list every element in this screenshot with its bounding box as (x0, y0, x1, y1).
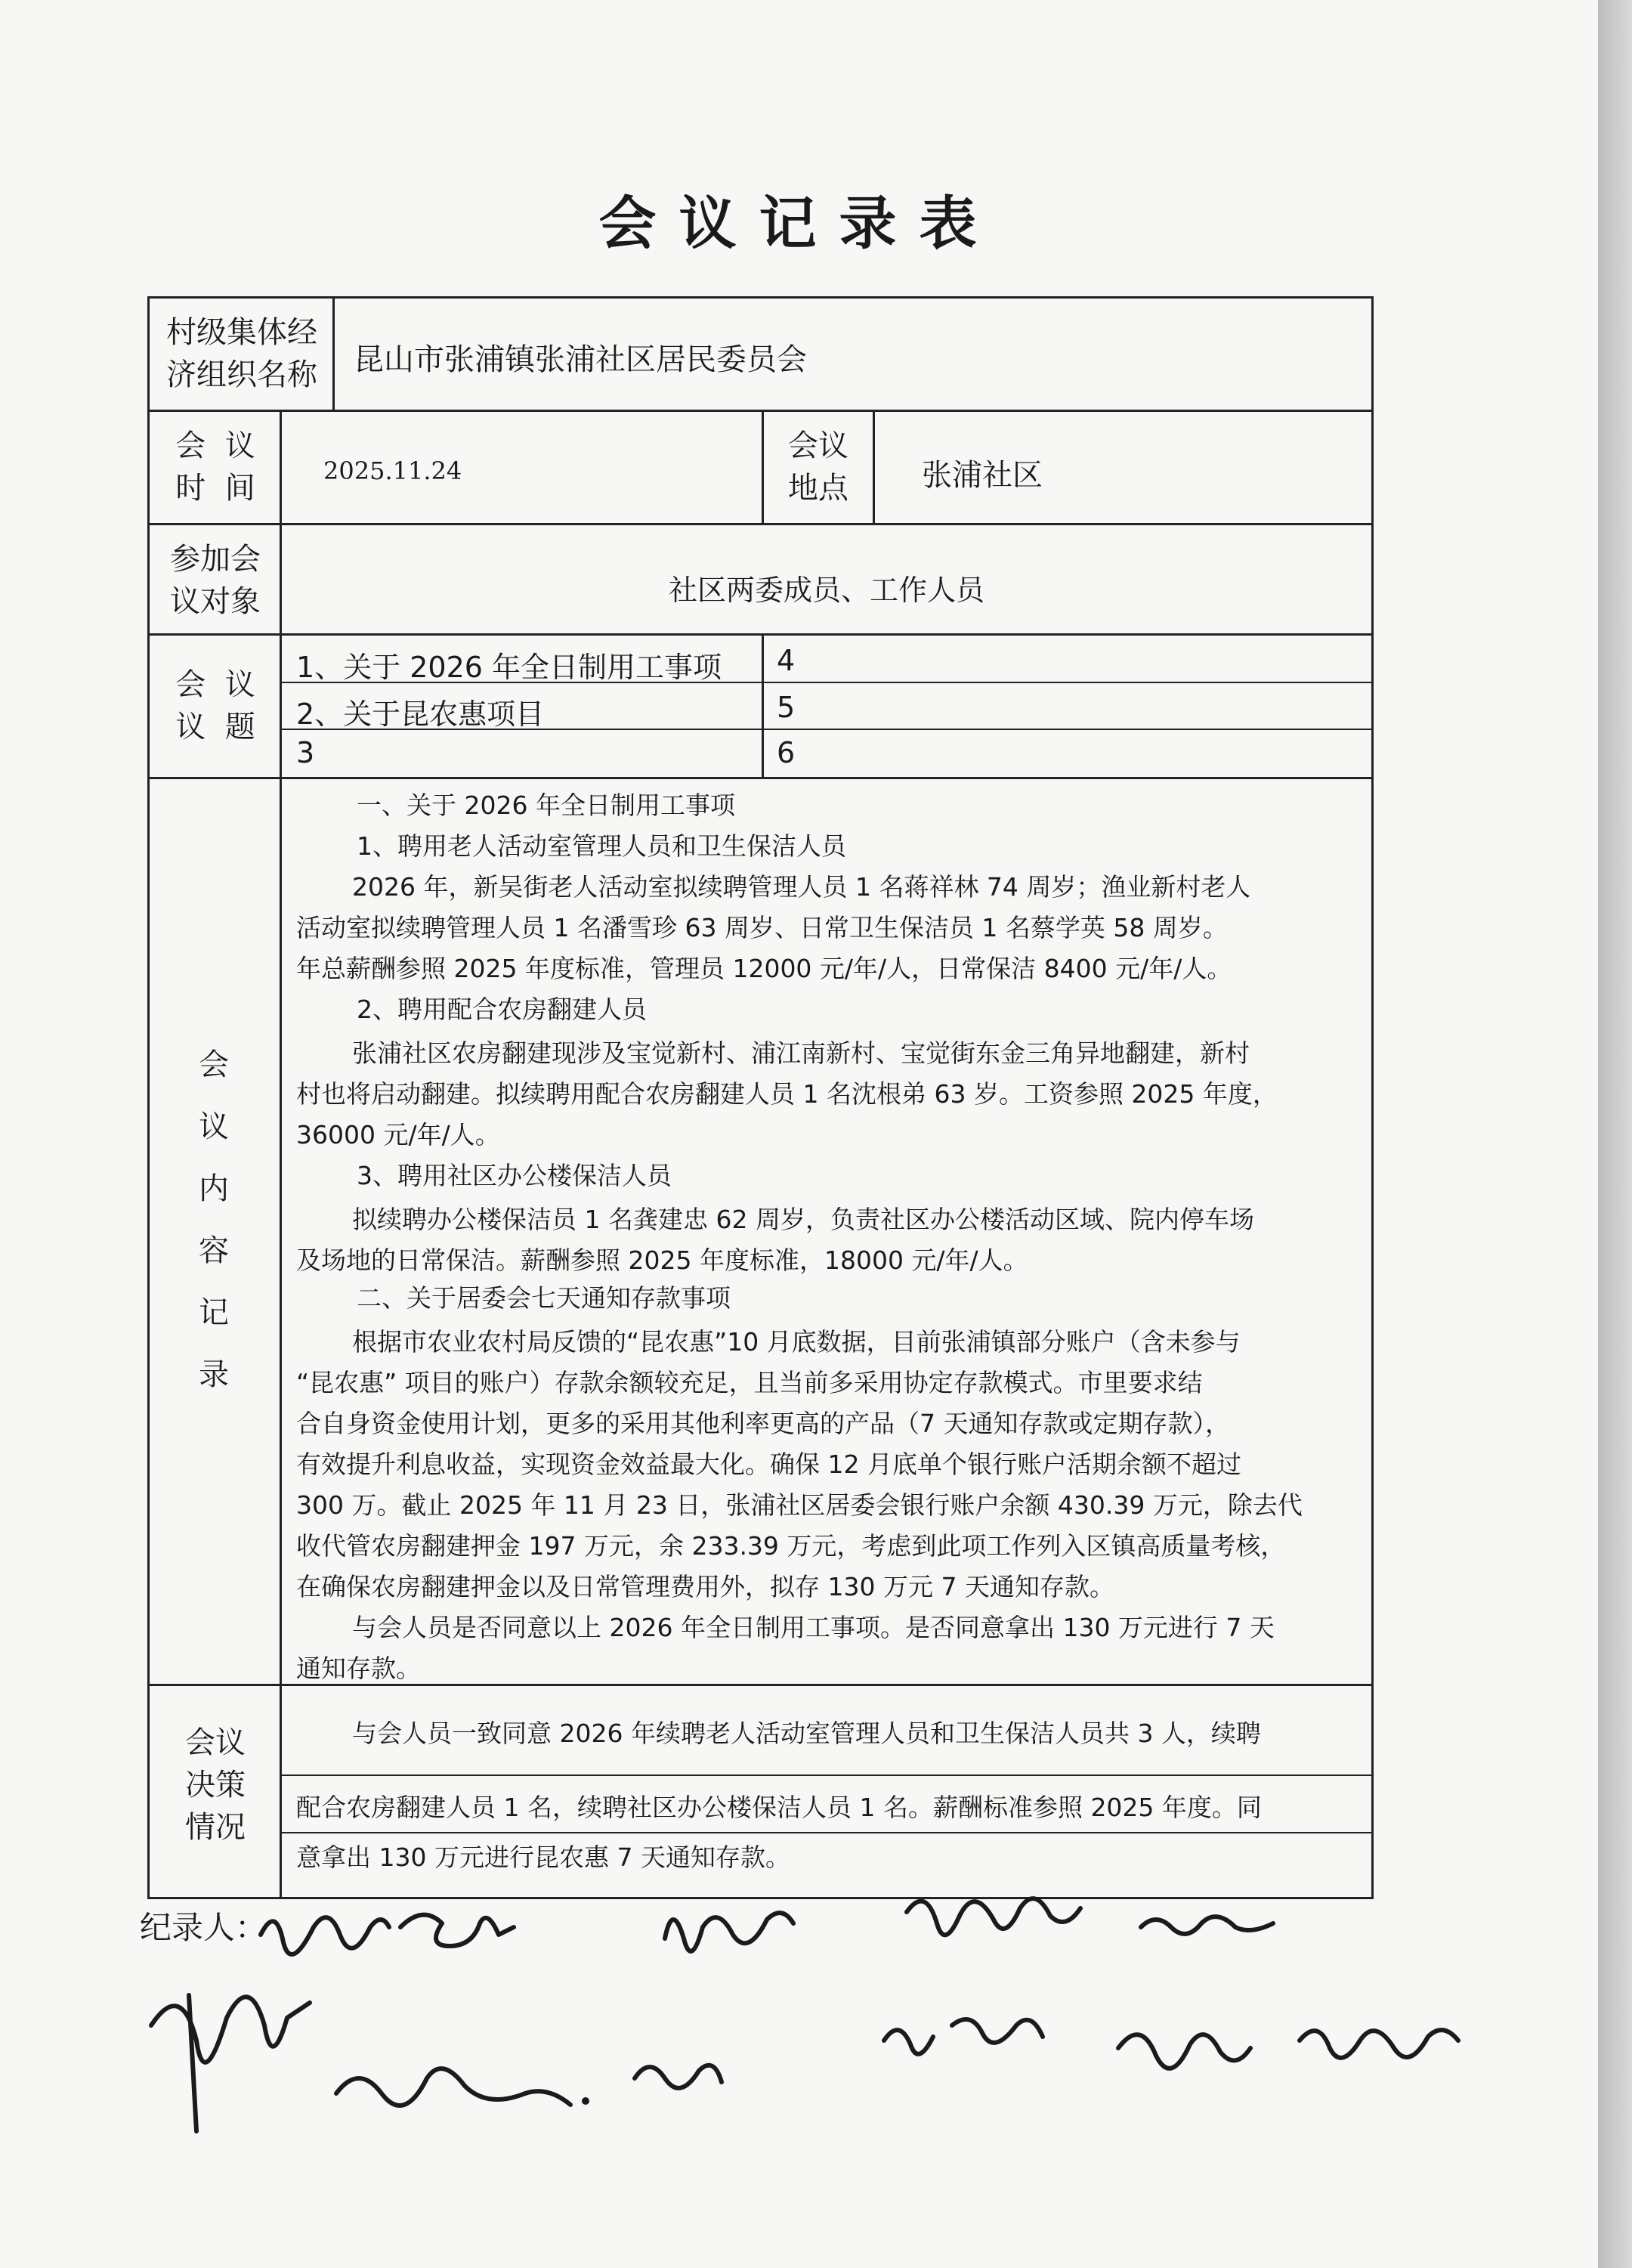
document-title: 会议记录表 (598, 190, 1000, 257)
content-line: 收代管农房翻建押金 197 万元，余 233.39 万元，考虑到此项工作列入区镇高质量考核， (296, 1531, 1286, 1561)
handwritten-signatures (0, 1874, 1598, 2146)
content-line: “昆农惠” 项目的账户）存款余额较充足，且当前多采用协定存款模式。市里要求结 (296, 1368, 1203, 1397)
decision-label: 会议 决策 情况 (185, 1725, 246, 1845)
topic-1: 1、关于 2026 年全日制用工事项 (296, 651, 722, 684)
topics-label: 会 议 议 题 (175, 667, 255, 744)
content-line: 2026 年，新吴街老人活动室拟续聘管理人员 1 名蒋祥林 74 周岁；渔业新村老人 (352, 872, 1251, 902)
meeting-time-label: 会 议 时 间 (175, 429, 255, 506)
content-line: 300 万。截止 2025 年 11 月 23 日，张浦社区居委会银行账户余额 430.39 万元，除去代 (296, 1490, 1303, 1520)
content-line: 1、聘用老人活动室管理人员和卫生保洁人员 (357, 831, 846, 861)
decision-line: 意拿出 130 万元进行昆农惠 7 天通知存款。 (296, 1843, 790, 1872)
meeting-place-value: 张浦社区 (922, 458, 1043, 493)
content-line: 张浦社区农房翻建现涉及宝觉新村、浦江南新村、宝觉街东金三角异地翻建，新村 (352, 1038, 1250, 1068)
content-line: 在确保农房翻建押金以及日常管理费用外，拟存 130 万元 7 天通知存款。 (296, 1572, 1114, 1601)
recorder-label: 纪录人： (140, 1909, 267, 1946)
content-line: 拟续聘办公楼保洁员 1 名龚建忠 62 周岁，负责社区办公楼活动区域、院内停车场 (352, 1205, 1254, 1234)
content-line: 二、关于居委会七天通知存款事项 (357, 1283, 731, 1313)
meeting-time-value: 2025.11.24 (323, 456, 462, 485)
content-line: 2、聘用配合农房翻建人员 (357, 995, 647, 1024)
attendees-value: 社区两委成员、工作人员 (668, 574, 984, 607)
content-line: 年总薪酬参照 2025 年度标准，管理员 12000 元/年/人，日常保洁 8400 元/年/人。 (296, 954, 1232, 983)
org-name-value: 昆山市张浦镇张浦社区居民委员会 (354, 342, 807, 377)
content-line: 有效提升利息收益，实现资金效益最大化。确保 12 月底单个银行账户活期余额不超过 (296, 1450, 1241, 1479)
content-line: 活动室拟续聘管理人员 1 名潘雪珍 63 周岁、日常卫生保洁员 1 名蔡学英 58 周岁。 (296, 913, 1228, 942)
content-line: 一、关于 2026 年全日制用工事项 (357, 791, 735, 820)
decision-line: 与会人员一致同意 2026 年续聘老人活动室管理人员和卫生保洁人员共 3 人，续聘 (352, 1719, 1261, 1748)
content-line: 村也将启动翻建。拟续聘用配合农房翻建人员 1 名沈根弟 63 岁。工资参照 2025 年度， (296, 1079, 1278, 1109)
topic-3: 3 (296, 736, 315, 769)
content-record-label: 会 议 内 容 记 录 (199, 1047, 229, 1392)
topic-2: 2、关于昆农惠项目 (296, 698, 545, 731)
content-line: 根据市农业农村局反馈的“昆农惠”10 月底数据，目前张浦镇部分账户（含未参与 (352, 1327, 1241, 1357)
content-line: 3、聘用社区办公楼保洁人员 (357, 1161, 672, 1190)
attendees-label: 参加会 议对象 (170, 542, 261, 619)
org-name-label: 村级集体经 济组织名称 (166, 315, 317, 392)
topic-6: 6 (777, 736, 796, 769)
content-line: 及场地的日常保洁。薪酬参照 2025 年度标准，18000 元/年/人。 (296, 1245, 1028, 1275)
content-line: 合自身资金使用计划，更多的采用其他利率更高的产品（7 天通知存款或定期存款）， (296, 1409, 1230, 1438)
decision-line: 配合农房翻建人员 1 名，续聘社区办公楼保洁人员 1 名。薪酬标准参照 2025 年度。同 (296, 1793, 1262, 1822)
content-line: 36000 元/年/人。 (296, 1120, 500, 1149)
topic-5: 5 (777, 691, 796, 724)
meeting-place-label: 会议 地点 (788, 429, 848, 506)
scan-background (1598, 0, 1632, 2268)
content-line: 通知存款。 (296, 1654, 421, 1683)
topic-4: 4 (777, 644, 796, 677)
content-line: 与会人员是否同意以上 2026 年全日制用工事项。是否同意拿出 130 万元进行 7 天 (352, 1613, 1275, 1642)
